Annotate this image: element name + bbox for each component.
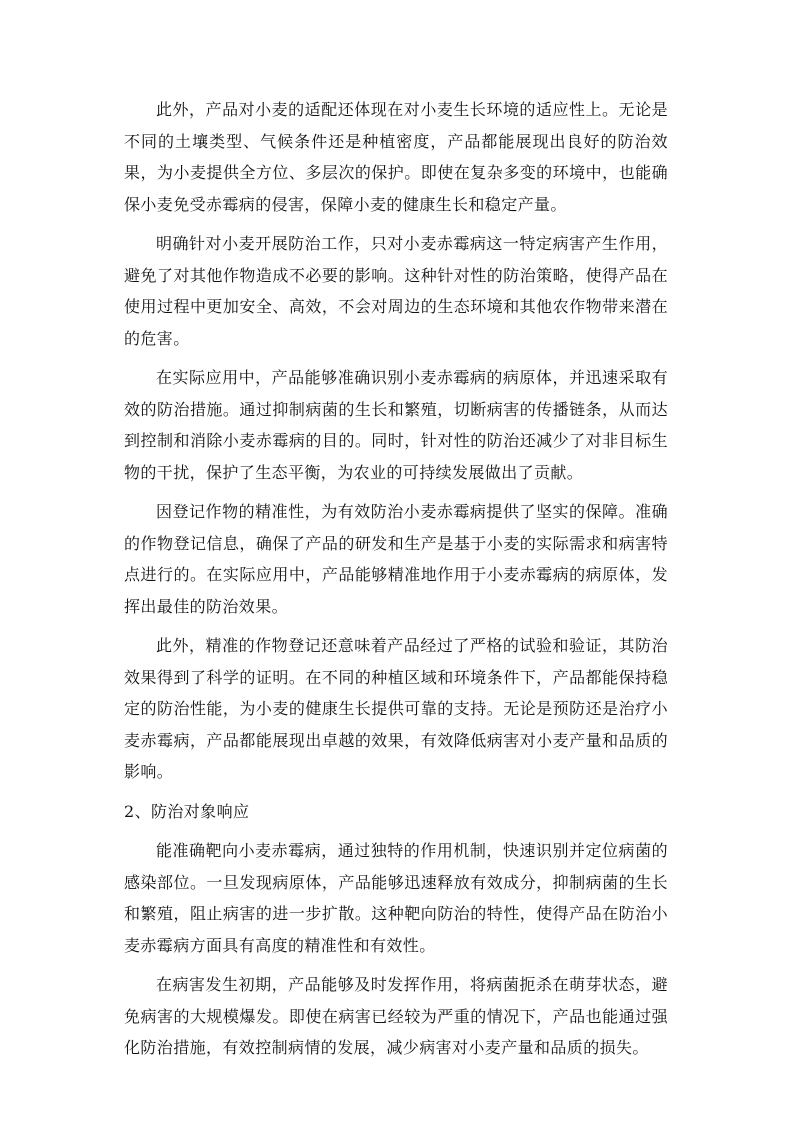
paragraph-registration-precision: 因登记作物的精准性，为有效防治小麦赤霉病提供了坚实的保障。准确的作物登记信息，确保了产品的研发和生产是基于小麦的实际需求和病害特点进行的。在实际应用中，产品能够精准地作用于小麦赤霉病的病原体，发挥出最佳的防治效果。	[124, 502, 668, 616]
paragraph-targeted-control: 明确针对小麦开展防治工作，只对小麦赤霉病这一特定病害产生作用，避免了对其他作物造成不必要的影响。这种针对性的防治策略，使得产品在使用过程中更加安全、高效，不会对周边的生态环境和其他农作物带来潜在的危害。	[124, 234, 668, 348]
paragraph-adaptability: 此外，产品对小麦的适配还体现在对小麦生长环境的适应性上。无论是不同的土壤类型、气候条件还是种植密度，产品都能展现出良好的防治效果，为小麦提供全方位、多层次的保护。即使在复杂多变的环境中，也能确保小麦免受赤霉病的侵害，保障小麦的健康生长和稳定产量。	[124, 100, 668, 214]
paragraph-practical-application: 在实际应用中，产品能够准确识别小麦赤霉病的病原体，并迅速采取有效的防治措施。通过抑制病菌的生长和繁殖，切断病害的传播链条，从而达到控制和消除小麦赤霉病的目的。同时，针对性的防治还减少了对非目标生物的干扰，保护了生态平衡，为农业的可持续发展做出了贡献。	[124, 368, 668, 482]
section-heading: 2、防治对象响应	[124, 801, 250, 821]
paragraph-early-stage: 在病害发生初期，产品能够及时发挥作用，将病菌扼杀在萌芽状态，避免病害的大规模爆发。即使在病害已经较为严重的情况下，产品也能通过强化防治措施，有效控制病情的发展，减少病害对小麦产量和品质的损失。	[124, 975, 668, 1057]
paragraph-targeting-mechanism: 能准确靶向小麦赤霉病，通过独特的作用机制，快速识别并定位病菌的感染部位。一旦发现病原体，产品能够迅速释放有效成分，抑制病菌的生长和繁殖，阻止病害的进一步扩散。这种靶向防治的特性，使得产品在防治小麦赤霉病方面具有高度的精准性和有效性。	[124, 841, 668, 955]
document-body	[124, 94, 668, 1072]
paragraph-verification: 此外，精准的作物登记还意味着产品经过了严格的试验和验证，其防治效果得到了科学的证明。在不同的种植区域和环境条件下，产品都能保持稳定的防治性能，为小麦的健康生长提供可靠的支持。无论是预防还是治疗小麦赤霉病，产品都能展现出卓越的效果，有效降低病害对小麦产量和品质的影响。	[124, 636, 668, 781]
